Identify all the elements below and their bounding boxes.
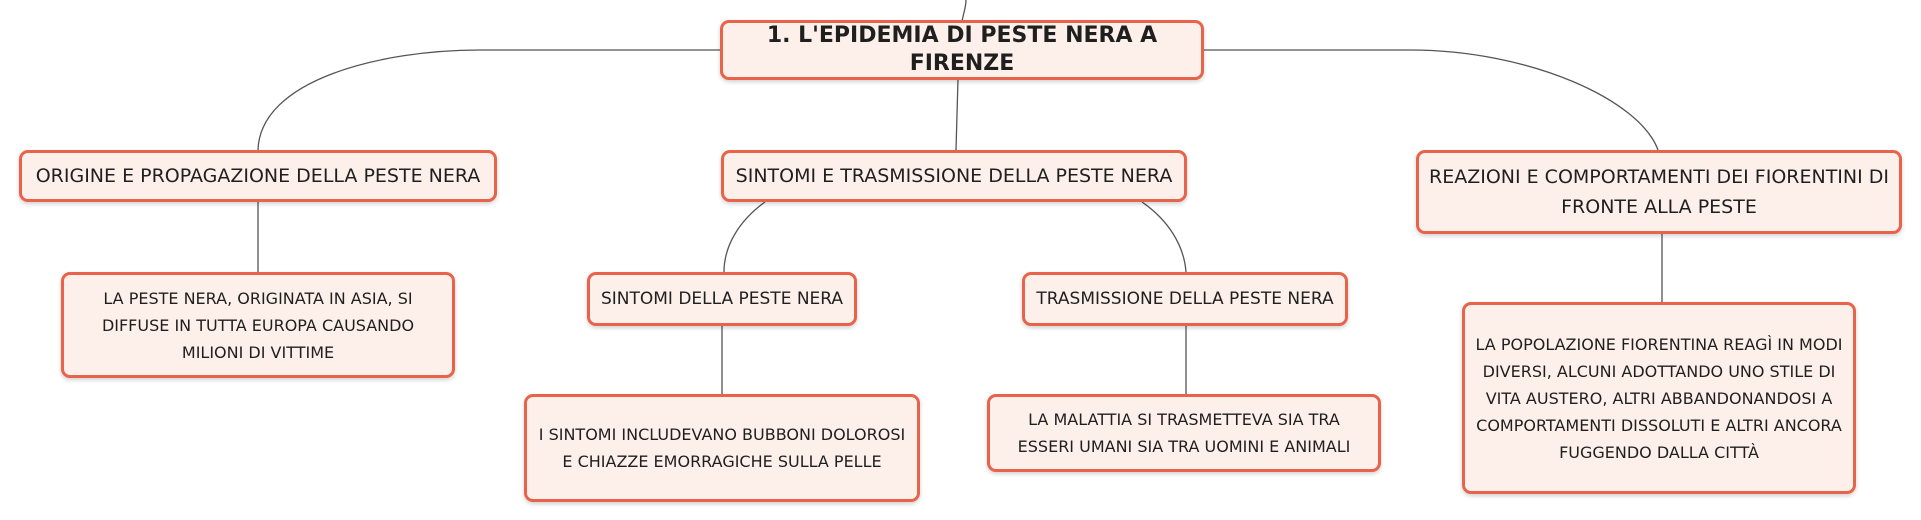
connector-root-reazioni	[1204, 50, 1658, 150]
connector-to-parent	[962, 0, 966, 22]
topic-sintomi-trasmissione[interactable]: SINTOMI E TRASMISSIONE DELLA PESTE NERA	[721, 150, 1187, 202]
topic-reazioni-comportamenti[interactable]: REAZIONI E COMPORTAMENTI DEI FIORENTINI DI FRONTE ALLA PESTE	[1416, 150, 1902, 234]
subtopic-sintomi[interactable]: SINTOMI DELLA PESTE NERA	[587, 272, 857, 326]
root-topic[interactable]: 1. L'EPIDEMIA DI PESTE NERA A FIRENZE	[720, 20, 1204, 80]
detail-reazioni-comportamenti[interactable]: LA POPOLAZIONE FIORENTINA REAGÌ IN MODI DIVERSI, ALCUNI ADOTTANDO UNO STILE DI VITA AUSTERO, ALTRI ABBANDONANDOSI A COMPORTAMENTI DISSOLUTI E ALTRI ANCORA FUGGENDO DALLA CITTÀ	[1462, 302, 1856, 494]
topic-origine-propagazione[interactable]: ORIGINE E PROPAGAZIONE DELLA PESTE NERA	[19, 150, 497, 202]
connector-sintomi-trasmissione-trasmissione	[1142, 202, 1186, 272]
connector-root-sintomi-trasmissione	[956, 79, 958, 150]
detail-trasmissione[interactable]: LA MALATTIA SI TRASMETTEVA SIA TRA ESSERI UMANI SIA TRA UOMINI E ANIMALI	[987, 394, 1381, 472]
detail-sintomi[interactable]: I SINTOMI INCLUDEVANO BUBBONI DOLOROSI E CHIAZZE EMORRAGICHE SULLA PELLE	[524, 394, 920, 502]
detail-origine-propagazione[interactable]: LA PESTE NERA, ORIGINATA IN ASIA, SI DIFFUSE IN TUTTA EUROPA CAUSANDO MILIONI DI VITTIME	[61, 272, 455, 378]
connector-root-origine	[258, 50, 720, 150]
subtopic-trasmissione[interactable]: TRASMISSIONE DELLA PESTE NERA	[1022, 272, 1348, 326]
connector-sintomi-trasmissione-sintomi	[724, 202, 765, 272]
